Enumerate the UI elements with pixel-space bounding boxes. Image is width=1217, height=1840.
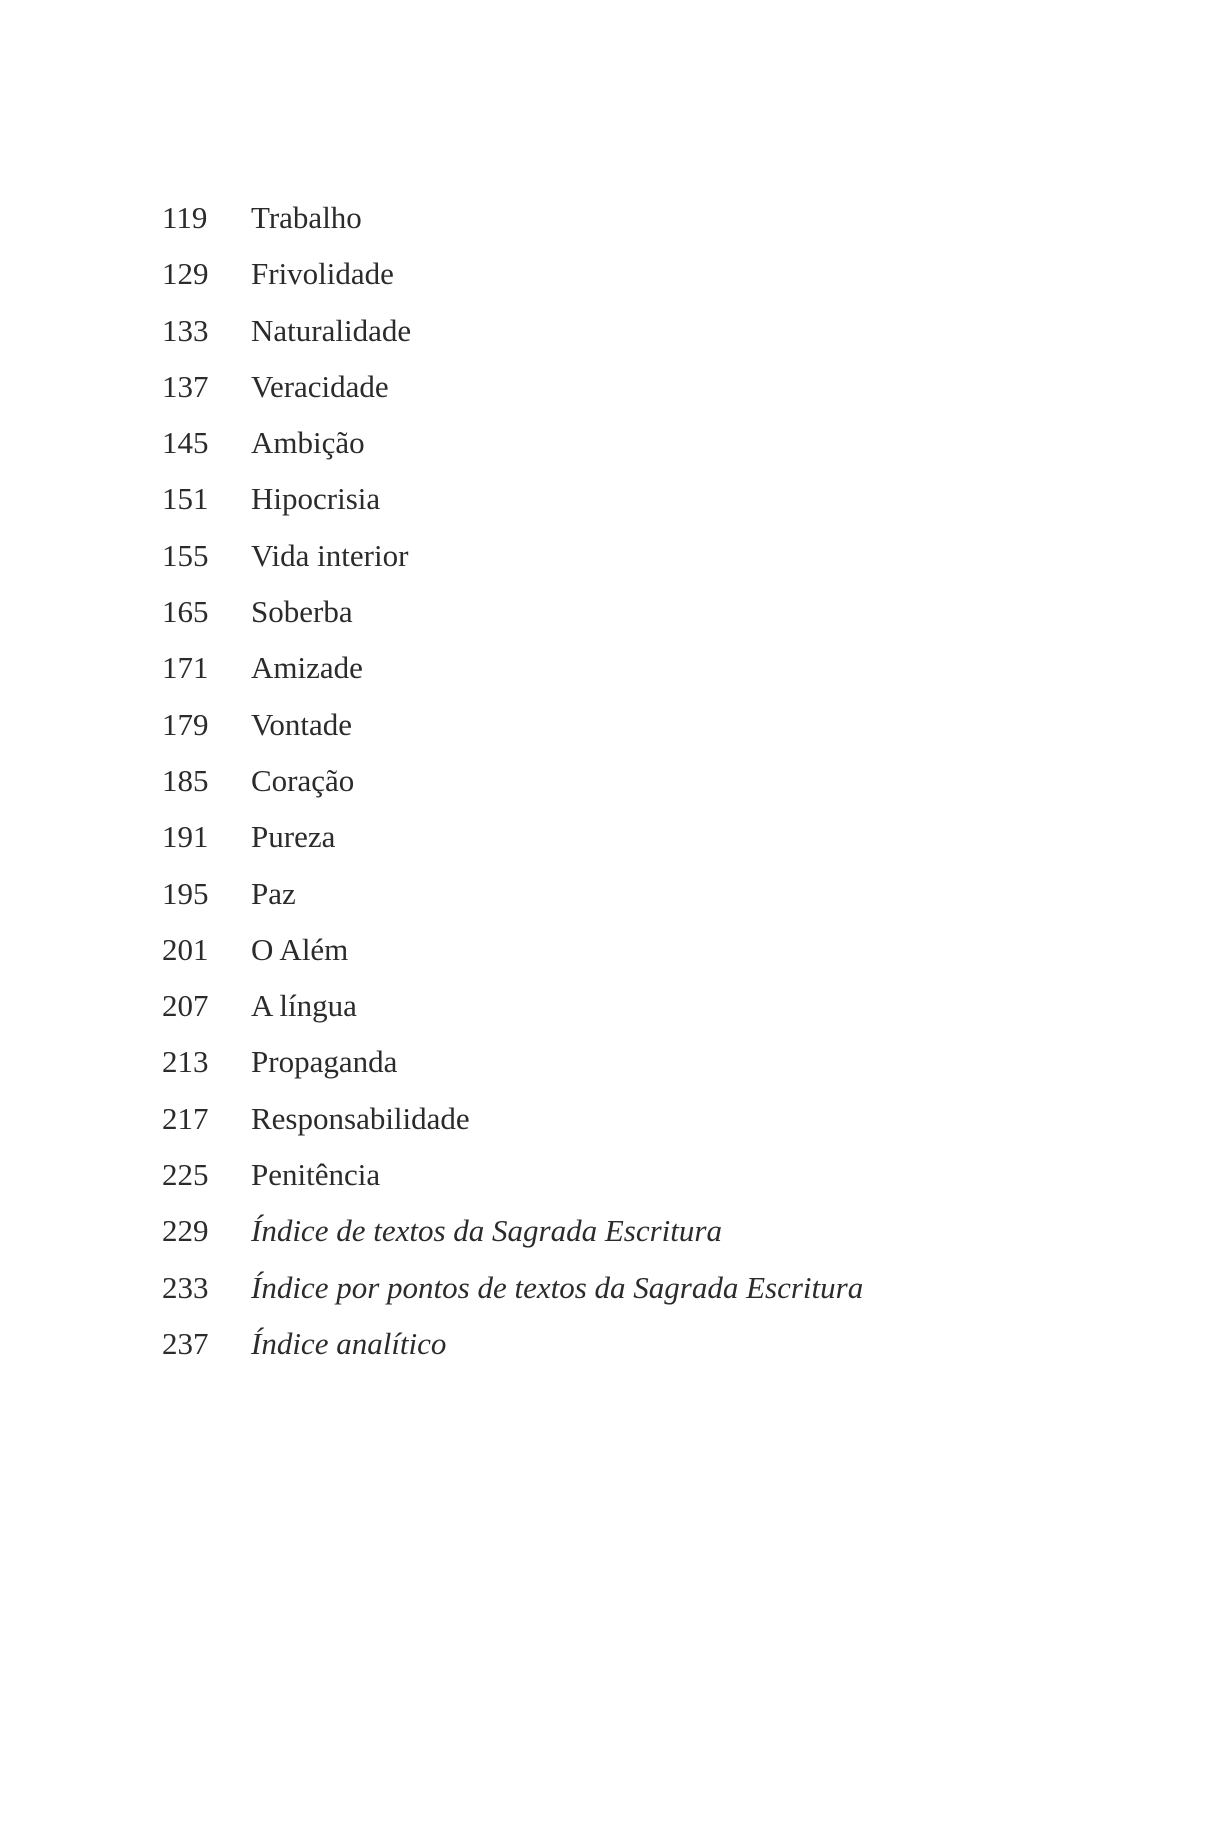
toc-page-number: 237 [162, 1325, 209, 1361]
toc-entry [162, 1266, 863, 1322]
toc-title: Índice por pontos de textos da Sagrada Escritura [251, 1269, 864, 1305]
toc-page-number: 207 [162, 988, 209, 1024]
toc-entry [162, 1040, 863, 1096]
toc-entry [162, 590, 863, 646]
toc-page-number: 119 [162, 200, 208, 235]
toc-title: Índice analítico [251, 1325, 447, 1361]
toc-title: Veracidade [251, 368, 389, 404]
toc-entry [162, 421, 863, 477]
toc-title: Trabalho [251, 200, 362, 235]
toc-title: Vontade [251, 706, 353, 742]
toc-title: Índice de textos da Sagrada Escritura [251, 1213, 722, 1249]
toc-page-number: 137 [162, 368, 209, 404]
toc-entry [162, 309, 863, 365]
toc-page-number: 179 [162, 706, 209, 742]
toc-title: Ambição [251, 425, 365, 461]
toc-page-number: 145 [162, 425, 209, 461]
toc-entry [162, 477, 863, 533]
toc-entry [162, 759, 863, 815]
toc-entry [162, 1322, 863, 1378]
toc-title: Penitência [251, 1157, 381, 1193]
toc-entry [162, 928, 863, 984]
toc-title: Naturalidade [251, 312, 412, 348]
toc-page-number: 191 [162, 819, 209, 855]
toc-title: Propaganda [251, 1044, 398, 1080]
toc-title: O Além [251, 931, 349, 967]
toc-entry [162, 365, 863, 421]
toc-page-number: 185 [162, 762, 209, 798]
toc-title: Vida interior [251, 537, 409, 573]
toc-title: A língua [251, 988, 357, 1024]
toc-page-number: 171 [162, 650, 209, 686]
toc-entry [162, 1209, 863, 1265]
toc-entry [162, 534, 863, 590]
toc-page-number: 217 [162, 1100, 209, 1136]
toc-page-number: 151 [162, 481, 209, 517]
toc-entry [162, 1153, 863, 1209]
toc-title: Soberba [251, 594, 353, 630]
toc-title: Coração [251, 762, 355, 798]
toc-page-number: 195 [162, 875, 209, 911]
toc-page-number: 129 [162, 256, 209, 292]
toc-entry [162, 872, 863, 928]
toc-page-number: 225 [162, 1157, 209, 1193]
toc-page-number: 229 [162, 1213, 209, 1249]
toc-page-number: 213 [162, 1044, 209, 1080]
toc-entry [162, 646, 863, 702]
toc-title: Frivolidade [251, 256, 394, 292]
toc-page-number: 155 [162, 537, 209, 573]
toc-page-number: 233 [162, 1269, 209, 1305]
toc-page-number: 133 [162, 312, 209, 348]
toc-entry [162, 815, 863, 871]
toc-page-number: 165 [162, 594, 209, 630]
toc-title: Pureza [251, 819, 336, 855]
toc-title: Hipocrisia [251, 481, 381, 517]
toc-title: Paz [251, 875, 296, 911]
toc-entry [162, 984, 863, 1040]
toc-entry [162, 1097, 863, 1153]
toc-page-number: 201 [162, 931, 209, 967]
toc-title: Amizade [251, 650, 363, 686]
table-of-contents [162, 196, 863, 1378]
toc-entry [162, 703, 863, 759]
toc-title: Responsabilidade [251, 1100, 470, 1136]
toc-entry [162, 196, 863, 252]
toc-entry [162, 252, 863, 308]
